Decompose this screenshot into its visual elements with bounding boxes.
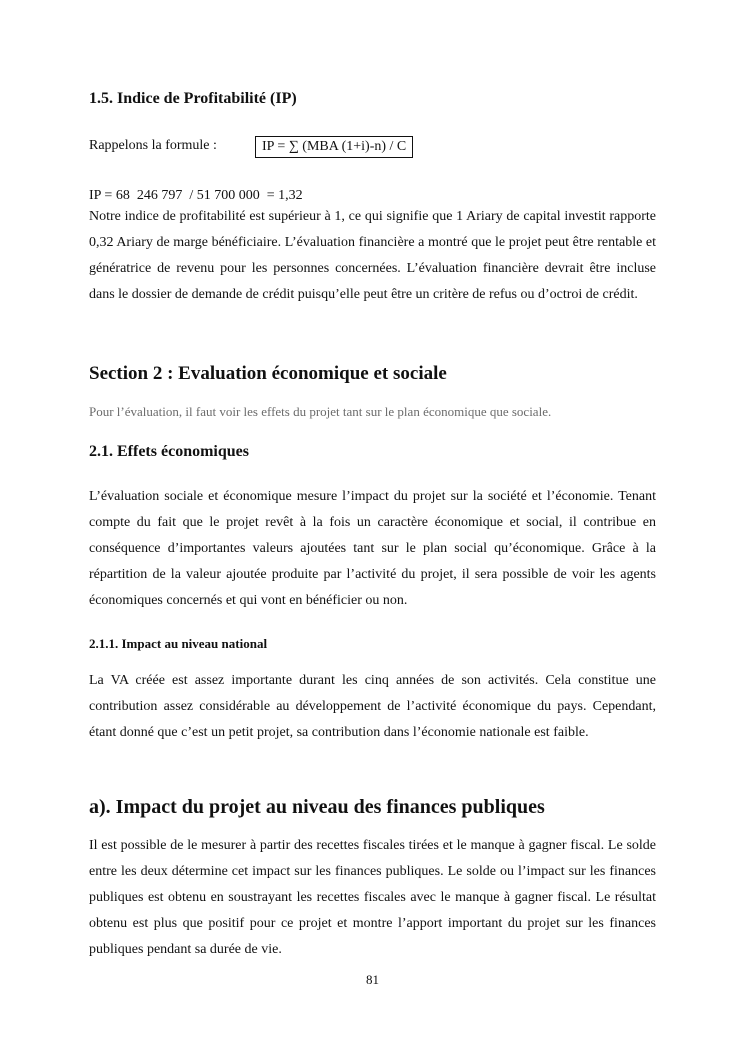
heading-2-1: 2.1. Effets économiques (89, 443, 249, 460)
paragraph-national-impact: La VA créée est assez importante durant les cinq années de son activités. Cela constitue une contribution assez considérable au développement de l’activité économique du pays. Cependant, étant donné que c’est un petit projet, sa contribution dans l’économie nationale est faible. (89, 673, 656, 740)
paragraph-profitability: Notre indice de profitabilité est supérieur à 1, ce qui signifie que 1 Ariary de capital investit rapporte 0,32 Ariary de marge bénéficiaire. L’évaluation financière a montré que le projet peut être rentable et génératrice de revenu pour les personnes concernées. L’évaluation financière devrait être incluse dans le dossier de demande de crédit puisqu’elle peut être un critère de refus ou d’octroi de crédit. (89, 209, 656, 302)
paragraph-economic-effects: L’évaluation sociale et économique mesure l’impact du projet sur la société et l’économie. Tenant compte du fait que le projet revêt à la fois un caractère économique et social, il contribue en conséquence d’importantes valeurs ajoutées tant sur le plan social qu’économique. Grâce à la répartition de la valeur ajoutée produite par l’activité du projet, il sera possible de voir les agents économiques concernés et qui vont en bénéficier ou non. (89, 489, 656, 608)
paragraph-public-finances: Il est possible de le mesurer à partir des recettes fiscales tirées et le manque à gagner fiscal. Le solde entre les deux détermine cet impact sur les finances publiques. Le solde ou l’impact sur les finances publiques est obtenu en soustrayant les recettes fiscales avec le manque à gagner fiscal. Le résultat obtenu est plus que positif pour ce projet et montre l’apport important du projet sur les finances publiques pendant sa durée de vie. (89, 838, 656, 957)
document-page (89, 0, 656, 1053)
ip-calculation: IP = 68 246 797 / 51 700 000 = 1,32 (89, 188, 303, 203)
heading-2-1-1: 2.1.1. Impact au niveau national (89, 636, 268, 651)
section-2-intro: Pour l’évaluation, il faut voir les effets du projet tant sur le plan économique que sociale. (89, 404, 552, 419)
formula-box: IP = ∑ (MBA (1+i)-n) / C (255, 136, 413, 158)
formula-label: Rappelons la formule : (89, 138, 217, 153)
page-number: 81 (366, 972, 379, 987)
heading-section-2: Section 2 : Evaluation économique et sociale (89, 363, 447, 384)
heading-1-5: 1.5. Indice de Profitabilité (IP) (89, 90, 297, 107)
formula-row (89, 136, 656, 156)
heading-a-public-finances: a). Impact du projet au niveau des finances publiques (89, 796, 545, 818)
